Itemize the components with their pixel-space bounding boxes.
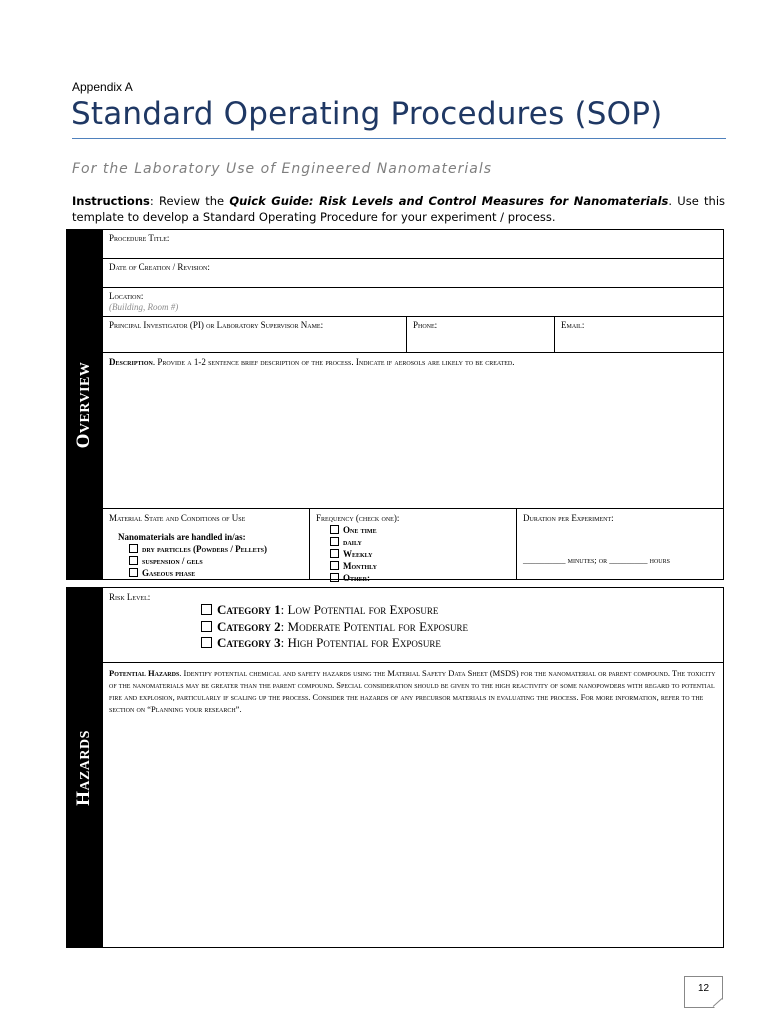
appendix-label: Appendix A — [72, 80, 133, 94]
instructions-pre: : Review the — [149, 194, 230, 208]
frequency-option-other[interactable]: Other: — [316, 572, 510, 584]
potential-hazards-label: Potential Hazards — [109, 668, 180, 678]
description-field[interactable] — [102, 352, 724, 509]
risk-category-1[interactable]: Category 1: Low Potential for Exposure — [201, 602, 468, 619]
frequency-option-one-time[interactable]: One time — [316, 524, 510, 536]
risk-category-3[interactable]: Category 3: High Potential for Exposure — [201, 635, 468, 652]
page-number: 12 — [684, 976, 723, 1008]
frequency-cell: Frequency (check one): One time daily Weekly Monthly Other: — [309, 508, 517, 580]
checkbox[interactable] — [330, 561, 339, 570]
checkbox[interactable] — [330, 549, 339, 558]
page-title: Standard Operating Procedures (SOP) — [71, 96, 663, 132]
potential-hazards-field[interactable] — [102, 662, 724, 948]
handled-option-gaseous[interactable]: Gaseous phase — [109, 567, 303, 579]
hazards-section-label: HAZARDS — [66, 587, 102, 948]
instructions-label: Instructions — [72, 194, 150, 208]
description-label: Description — [109, 357, 153, 367]
risk-level-label: Risk Level: — [109, 592, 151, 602]
pi-name-field[interactable]: Principal Investigator (PI) or Laboratory Supervisor Name: — [102, 316, 407, 353]
description-instructions: . Provide a 1-2 sentence brief description of the process. Indicate if aerosols are likely to be created. — [152, 357, 515, 367]
quick-guide-reference: Quick Guide: Risk Levels and Control Measures for Nanomaterials — [229, 194, 669, 208]
checkbox[interactable] — [330, 525, 339, 534]
email-field[interactable]: Email: — [554, 316, 724, 353]
checkbox[interactable] — [201, 621, 212, 632]
risk-category-2[interactable]: Category 2: Moderate Potential for Exposure — [201, 619, 468, 636]
handled-option-dry[interactable]: dry particles (Powders / Pellets) — [109, 543, 303, 555]
material-state-cell: Material State and Conditions of Use Nanomaterials are handled in/as: dry particles (Powders / Pellets) suspension / gels Gaseous phase — [102, 508, 310, 580]
overview-section-label: OVERVIEW — [66, 229, 102, 580]
duration-line: __________ minutes; or _________ hours — [523, 555, 670, 565]
procedure-title-field[interactable]: Procedure Title: — [102, 229, 724, 259]
instructions-post: . Use this template to develop a Standard Operating Procedure for your experiment / process. — [72, 194, 725, 224]
date-field[interactable]: Date of Creation / Revision: — [102, 258, 724, 288]
page-subtitle: For the Laboratory Use of Engineered Nanomaterials — [72, 161, 493, 177]
checkbox[interactable] — [129, 556, 138, 565]
potential-hazards-instructions: . Identify potential chemical and safety hazards using the Material Safety Data Sheet (MSDS) for the nanomaterial or parent compound. The toxicity of the nanomaterials may be greater than the parent compound. Special consideration should be given to the high reactivity of some nanopowders with regard to potential fire and explosion, particularly if scaling up the process. Consider the hazards of any precursor materials in evaluating the process. For more information, refer to the section on “Planning your research”. — [109, 668, 716, 714]
frequency-option-monthly[interactable]: Monthly — [316, 560, 510, 572]
checkbox[interactable] — [330, 573, 339, 582]
frequency-option-daily[interactable]: daily — [316, 536, 510, 548]
frequency-option-weekly[interactable]: Weekly — [316, 548, 510, 560]
checkbox[interactable] — [129, 544, 138, 553]
handled-option-suspension[interactable]: suspension / gels — [109, 555, 303, 567]
location-hint: (Building, Room #) — [109, 302, 179, 312]
duration-cell[interactable]: Duration per Experiment: __________ minutes; or _________ hours — [516, 508, 724, 580]
checkbox[interactable] — [330, 537, 339, 546]
title-divider — [72, 138, 726, 139]
checkbox[interactable] — [201, 604, 212, 615]
phone-field[interactable]: Phone: — [406, 316, 555, 353]
checkbox[interactable] — [201, 637, 212, 648]
risk-level-cell — [102, 587, 724, 663]
handled-as-label: Nanomaterials are handled in/as: — [118, 532, 246, 542]
instructions — [72, 193, 725, 225]
checkbox[interactable] — [129, 568, 138, 577]
location-field[interactable]: Location: (Building, Room #) — [102, 287, 724, 317]
